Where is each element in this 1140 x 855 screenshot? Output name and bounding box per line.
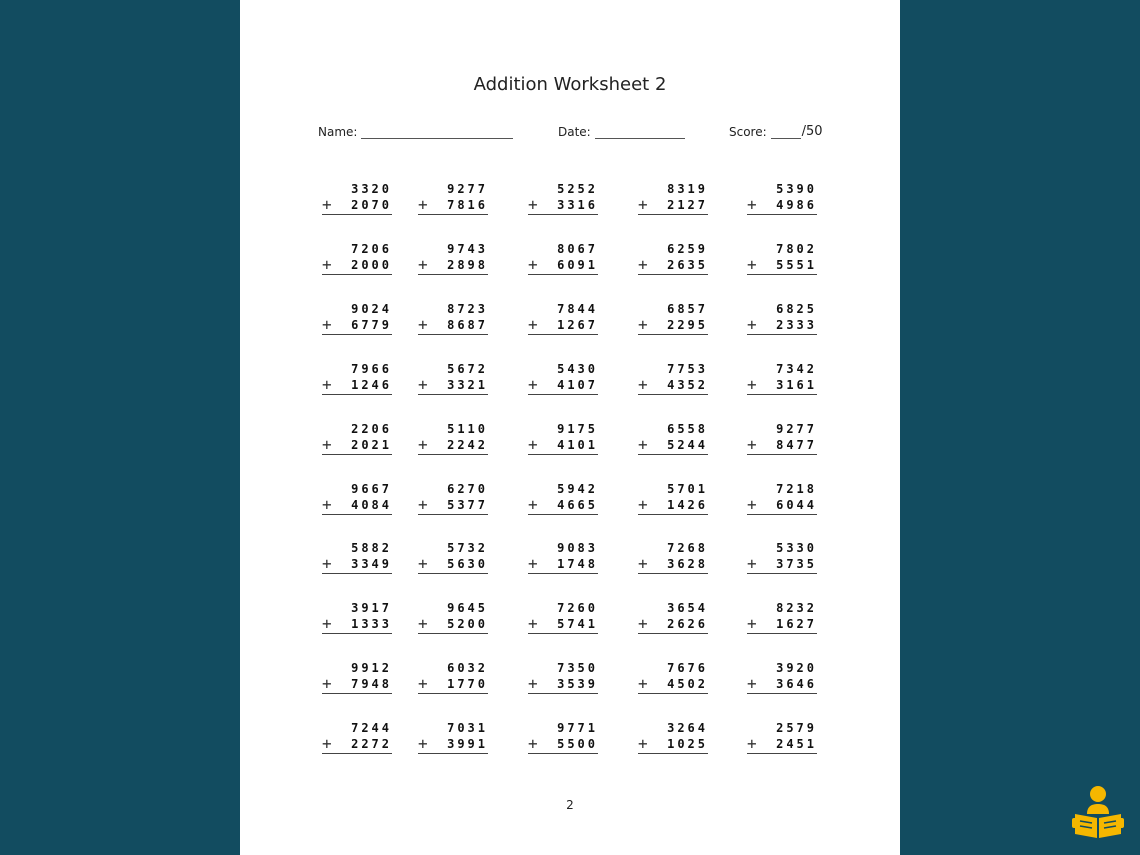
addend-top: 7268 xyxy=(667,541,708,556)
answer-line xyxy=(528,514,598,516)
addend-bottom: 1333 xyxy=(351,617,392,632)
answer-line xyxy=(747,633,817,635)
addend-bottom: 3646 xyxy=(776,677,817,692)
addend-top: 5701 xyxy=(667,481,708,496)
plus-sign: + xyxy=(322,674,332,694)
problem-item xyxy=(418,361,488,396)
score-blank-line xyxy=(771,124,801,139)
plus-sign: + xyxy=(528,674,538,694)
addend-bottom: 1627 xyxy=(776,617,817,632)
problem-item xyxy=(747,421,817,456)
problem-item xyxy=(418,540,488,575)
problem-item xyxy=(638,600,708,635)
addend-bottom: 5630 xyxy=(447,557,488,572)
addend-top: 8067 xyxy=(557,241,598,256)
plus-sign: + xyxy=(418,734,428,754)
addend-bottom: 6779 xyxy=(351,317,392,332)
answer-line xyxy=(528,274,598,276)
answer-line xyxy=(418,514,488,516)
answer-line xyxy=(747,573,817,575)
plus-sign: + xyxy=(747,494,757,514)
addend-bottom: 6044 xyxy=(776,497,817,512)
answer-line xyxy=(418,693,488,695)
problem-item xyxy=(528,361,598,396)
answer-line xyxy=(322,274,392,276)
problem-item xyxy=(747,361,817,396)
plus-sign: + xyxy=(418,434,428,454)
addend-top: 7260 xyxy=(557,601,598,616)
problem-item xyxy=(418,600,488,635)
addend-top: 7031 xyxy=(447,721,488,736)
addend-bottom: 1748 xyxy=(557,557,598,572)
addend-top: 9771 xyxy=(557,721,598,736)
problem-item xyxy=(638,301,708,336)
answer-line xyxy=(418,454,488,456)
addend-bottom: 3349 xyxy=(351,557,392,572)
plus-sign: + xyxy=(638,554,648,574)
addend-bottom: 1025 xyxy=(667,737,708,752)
problem-item xyxy=(747,540,817,575)
addend-top: 5732 xyxy=(447,541,488,556)
answer-line xyxy=(638,573,708,575)
addend-top: 5252 xyxy=(557,182,598,196)
addend-bottom: 5377 xyxy=(447,497,488,512)
answer-line xyxy=(322,514,392,516)
addend-bottom: 3991 xyxy=(447,737,488,752)
addend-top: 7802 xyxy=(776,241,817,256)
addend-top: 9277 xyxy=(447,182,488,196)
addend-bottom: 5200 xyxy=(447,617,488,632)
addend-bottom: 2333 xyxy=(776,317,817,332)
problem-item xyxy=(747,720,817,755)
score-field xyxy=(729,124,823,142)
addend-top: 7966 xyxy=(351,361,392,376)
name-blank-line xyxy=(361,124,513,139)
plus-sign: + xyxy=(528,554,538,574)
addend-bottom: 3321 xyxy=(447,377,488,392)
answer-line xyxy=(638,633,708,635)
plus-sign: + xyxy=(638,614,648,634)
answer-line xyxy=(322,214,392,216)
addend-top: 7844 xyxy=(557,301,598,316)
addend-top: 8319 xyxy=(667,182,708,196)
addend-top: 6270 xyxy=(447,481,488,496)
answer-line xyxy=(322,693,392,695)
addend-bottom: 4101 xyxy=(557,437,598,452)
answer-line xyxy=(747,693,817,695)
answer-line xyxy=(638,334,708,336)
addend-top: 7350 xyxy=(557,661,598,676)
problem-item xyxy=(322,660,392,695)
plus-sign: + xyxy=(322,254,332,274)
addend-bottom: 4107 xyxy=(557,377,598,392)
date-blank-line xyxy=(595,124,685,139)
addend-top: 5390 xyxy=(776,182,817,196)
answer-line xyxy=(528,753,598,755)
problem-item xyxy=(747,660,817,695)
answer-line xyxy=(638,214,708,216)
addend-bottom: 8687 xyxy=(447,317,488,332)
addend-top: 5430 xyxy=(557,361,598,376)
problem-item xyxy=(418,421,488,456)
date-label: Date: xyxy=(558,125,591,139)
plus-sign: + xyxy=(638,195,648,214)
plus-sign: + xyxy=(638,674,648,694)
addend-bottom: 5500 xyxy=(557,737,598,752)
problem-item xyxy=(528,301,598,336)
addend-top: 7753 xyxy=(667,361,708,376)
problem-item xyxy=(418,301,488,336)
reading-person-icon xyxy=(1072,784,1124,840)
addend-top: 2579 xyxy=(776,721,817,736)
answer-line xyxy=(528,214,598,216)
addend-top: 8232 xyxy=(776,601,817,616)
addend-top: 7676 xyxy=(667,661,708,676)
plus-sign: + xyxy=(747,734,757,754)
plus-sign: + xyxy=(528,494,538,514)
answer-line xyxy=(418,214,488,216)
answer-line xyxy=(418,394,488,396)
addend-top: 3320 xyxy=(351,182,392,196)
addend-bottom: 7948 xyxy=(351,677,392,692)
answer-line xyxy=(528,633,598,635)
addend-bottom: 1267 xyxy=(557,317,598,332)
plus-sign: + xyxy=(747,554,757,574)
answer-line xyxy=(638,753,708,755)
worksheet-page xyxy=(240,0,900,855)
answer-line xyxy=(418,334,488,336)
answer-line xyxy=(322,454,392,456)
addend-bottom: 2021 xyxy=(351,437,392,452)
score-label: Score: xyxy=(729,125,767,139)
name-label: Name: xyxy=(318,125,358,139)
plus-sign: + xyxy=(528,374,538,394)
answer-line xyxy=(638,514,708,516)
addend-bottom: 5244 xyxy=(667,437,708,452)
problem-item xyxy=(528,181,598,216)
answer-line xyxy=(528,394,598,396)
score-total: /50 xyxy=(801,124,823,139)
problem-item xyxy=(638,540,708,575)
addend-top: 5110 xyxy=(447,421,488,436)
problem-item xyxy=(322,361,392,396)
addend-bottom: 2451 xyxy=(776,737,817,752)
problem-item xyxy=(322,481,392,516)
addend-top: 3264 xyxy=(667,721,708,736)
problem-item xyxy=(322,301,392,336)
answer-line xyxy=(747,274,817,276)
addend-bottom: 2242 xyxy=(447,437,488,452)
plus-sign: + xyxy=(528,195,538,214)
problem-item xyxy=(638,720,708,755)
problem-item xyxy=(528,421,598,456)
problem-item xyxy=(322,720,392,755)
addend-top: 7244 xyxy=(351,721,392,736)
problem-item xyxy=(747,241,817,276)
addend-bottom: 4986 xyxy=(776,198,817,212)
answer-line xyxy=(638,693,708,695)
addend-bottom: 3316 xyxy=(557,198,598,212)
problem-item xyxy=(638,421,708,456)
addend-bottom: 2898 xyxy=(447,257,488,272)
plus-sign: + xyxy=(747,254,757,274)
answer-line xyxy=(528,573,598,575)
plus-sign: + xyxy=(638,314,648,334)
addend-bottom: 4665 xyxy=(557,497,598,512)
problem-item xyxy=(638,361,708,396)
answer-line xyxy=(418,753,488,755)
plus-sign: + xyxy=(528,314,538,334)
answer-line xyxy=(528,334,598,336)
problem-item xyxy=(322,181,392,216)
problem-item xyxy=(528,241,598,276)
addend-bottom: 4502 xyxy=(667,677,708,692)
plus-sign: + xyxy=(322,734,332,754)
addend-top: 6558 xyxy=(667,421,708,436)
problem-item xyxy=(528,540,598,575)
problem-item xyxy=(418,660,488,695)
problem-item xyxy=(528,660,598,695)
problem-item xyxy=(418,481,488,516)
addend-bottom: 2000 xyxy=(351,257,392,272)
problem-item xyxy=(638,241,708,276)
addend-bottom: 3539 xyxy=(557,677,598,692)
plus-sign: + xyxy=(418,374,428,394)
addend-top: 9912 xyxy=(351,661,392,676)
problem-item xyxy=(322,241,392,276)
addend-bottom: 4352 xyxy=(667,377,708,392)
addend-top: 6259 xyxy=(667,241,708,256)
addend-top: 9277 xyxy=(776,421,817,436)
plus-sign: + xyxy=(418,494,428,514)
plus-sign: + xyxy=(638,734,648,754)
addend-top: 6857 xyxy=(667,301,708,316)
answer-line xyxy=(747,514,817,516)
addend-bottom: 4084 xyxy=(351,497,392,512)
name-field xyxy=(318,124,513,142)
addend-top: 5882 xyxy=(351,541,392,556)
addend-bottom: 7816 xyxy=(447,198,488,212)
addend-bottom: 3161 xyxy=(776,377,817,392)
addend-top: 6032 xyxy=(447,661,488,676)
plus-sign: + xyxy=(638,434,648,454)
addend-bottom: 2626 xyxy=(667,617,708,632)
plus-sign: + xyxy=(418,614,428,634)
plus-sign: + xyxy=(528,734,538,754)
addend-bottom: 5741 xyxy=(557,617,598,632)
answer-line xyxy=(418,573,488,575)
addend-top: 9024 xyxy=(351,301,392,316)
addend-bottom: 2272 xyxy=(351,737,392,752)
answer-line xyxy=(322,573,392,575)
problem-item xyxy=(528,720,598,755)
answer-line xyxy=(322,633,392,635)
problem-item xyxy=(747,481,817,516)
plus-sign: + xyxy=(322,195,332,214)
answer-line xyxy=(747,394,817,396)
addend-bottom: 8477 xyxy=(776,437,817,452)
answer-line xyxy=(638,454,708,456)
plus-sign: + xyxy=(638,254,648,274)
addend-top: 9175 xyxy=(557,421,598,436)
plus-sign: + xyxy=(418,195,428,214)
plus-sign: + xyxy=(528,614,538,634)
addend-bottom: 1246 xyxy=(351,377,392,392)
addend-top: 2206 xyxy=(351,421,392,436)
addend-top: 9743 xyxy=(447,241,488,256)
plus-sign: + xyxy=(418,254,428,274)
addend-top: 5942 xyxy=(557,481,598,496)
plus-sign: + xyxy=(747,374,757,394)
addend-top: 5330 xyxy=(776,541,817,556)
problem-item xyxy=(418,181,488,216)
plus-sign: + xyxy=(747,195,757,214)
addend-bottom: 2127 xyxy=(667,198,708,212)
problem-item xyxy=(322,540,392,575)
answer-line xyxy=(638,274,708,276)
addend-top: 9667 xyxy=(351,481,392,496)
plus-sign: + xyxy=(418,674,428,694)
answer-line xyxy=(747,454,817,456)
problem-item xyxy=(747,181,817,216)
answer-line xyxy=(747,334,817,336)
problem-item xyxy=(528,600,598,635)
plus-sign: + xyxy=(322,614,332,634)
addend-top: 3654 xyxy=(667,601,708,616)
answer-line xyxy=(418,274,488,276)
problem-item xyxy=(418,720,488,755)
problem-item xyxy=(322,600,392,635)
addend-bottom: 3735 xyxy=(776,557,817,572)
answer-line xyxy=(322,394,392,396)
addend-top: 7206 xyxy=(351,241,392,256)
answer-line xyxy=(322,753,392,755)
plus-sign: + xyxy=(322,494,332,514)
addend-bottom: 2070 xyxy=(351,198,392,212)
addend-top: 7218 xyxy=(776,481,817,496)
plus-sign: + xyxy=(322,374,332,394)
plus-sign: + xyxy=(322,554,332,574)
plus-sign: + xyxy=(747,674,757,694)
answer-line xyxy=(747,753,817,755)
problem-item xyxy=(528,481,598,516)
answer-line xyxy=(528,454,598,456)
addend-bottom: 5551 xyxy=(776,257,817,272)
addend-top: 3920 xyxy=(776,661,817,676)
problem-item xyxy=(747,600,817,635)
plus-sign: + xyxy=(418,554,428,574)
plus-sign: + xyxy=(528,254,538,274)
problem-item xyxy=(322,421,392,456)
plus-sign: + xyxy=(528,434,538,454)
addend-bottom: 6091 xyxy=(557,257,598,272)
date-field xyxy=(558,124,685,142)
problem-item xyxy=(638,481,708,516)
problem-item xyxy=(418,241,488,276)
addend-bottom: 2295 xyxy=(667,317,708,332)
plus-sign: + xyxy=(747,614,757,634)
answer-line xyxy=(418,633,488,635)
worksheet-title: Addition Worksheet 2 xyxy=(473,74,667,95)
plus-sign: + xyxy=(747,434,757,454)
addend-top: 7342 xyxy=(776,361,817,376)
addend-top: 9083 xyxy=(557,541,598,556)
plus-sign: + xyxy=(418,314,428,334)
addend-top: 6825 xyxy=(776,301,817,316)
answer-line xyxy=(322,334,392,336)
plus-sign: + xyxy=(638,494,648,514)
plus-sign: + xyxy=(322,314,332,334)
answer-line xyxy=(528,693,598,695)
addend-bottom: 2635 xyxy=(667,257,708,272)
plus-sign: + xyxy=(322,434,332,454)
addend-top: 5672 xyxy=(447,361,488,376)
addend-bottom: 3628 xyxy=(667,557,708,572)
problem-item xyxy=(747,301,817,336)
page-number: 2 xyxy=(566,798,574,812)
addend-top: 3917 xyxy=(351,601,392,616)
addend-top: 9645 xyxy=(447,601,488,616)
problem-item xyxy=(638,660,708,695)
addend-top: 8723 xyxy=(447,301,488,316)
answer-line xyxy=(747,214,817,216)
answer-line xyxy=(638,394,708,396)
plus-sign: + xyxy=(638,374,648,394)
plus-sign: + xyxy=(747,314,757,334)
addend-bottom: 1426 xyxy=(667,497,708,512)
addend-bottom: 1770 xyxy=(447,677,488,692)
problem-item xyxy=(638,181,708,216)
